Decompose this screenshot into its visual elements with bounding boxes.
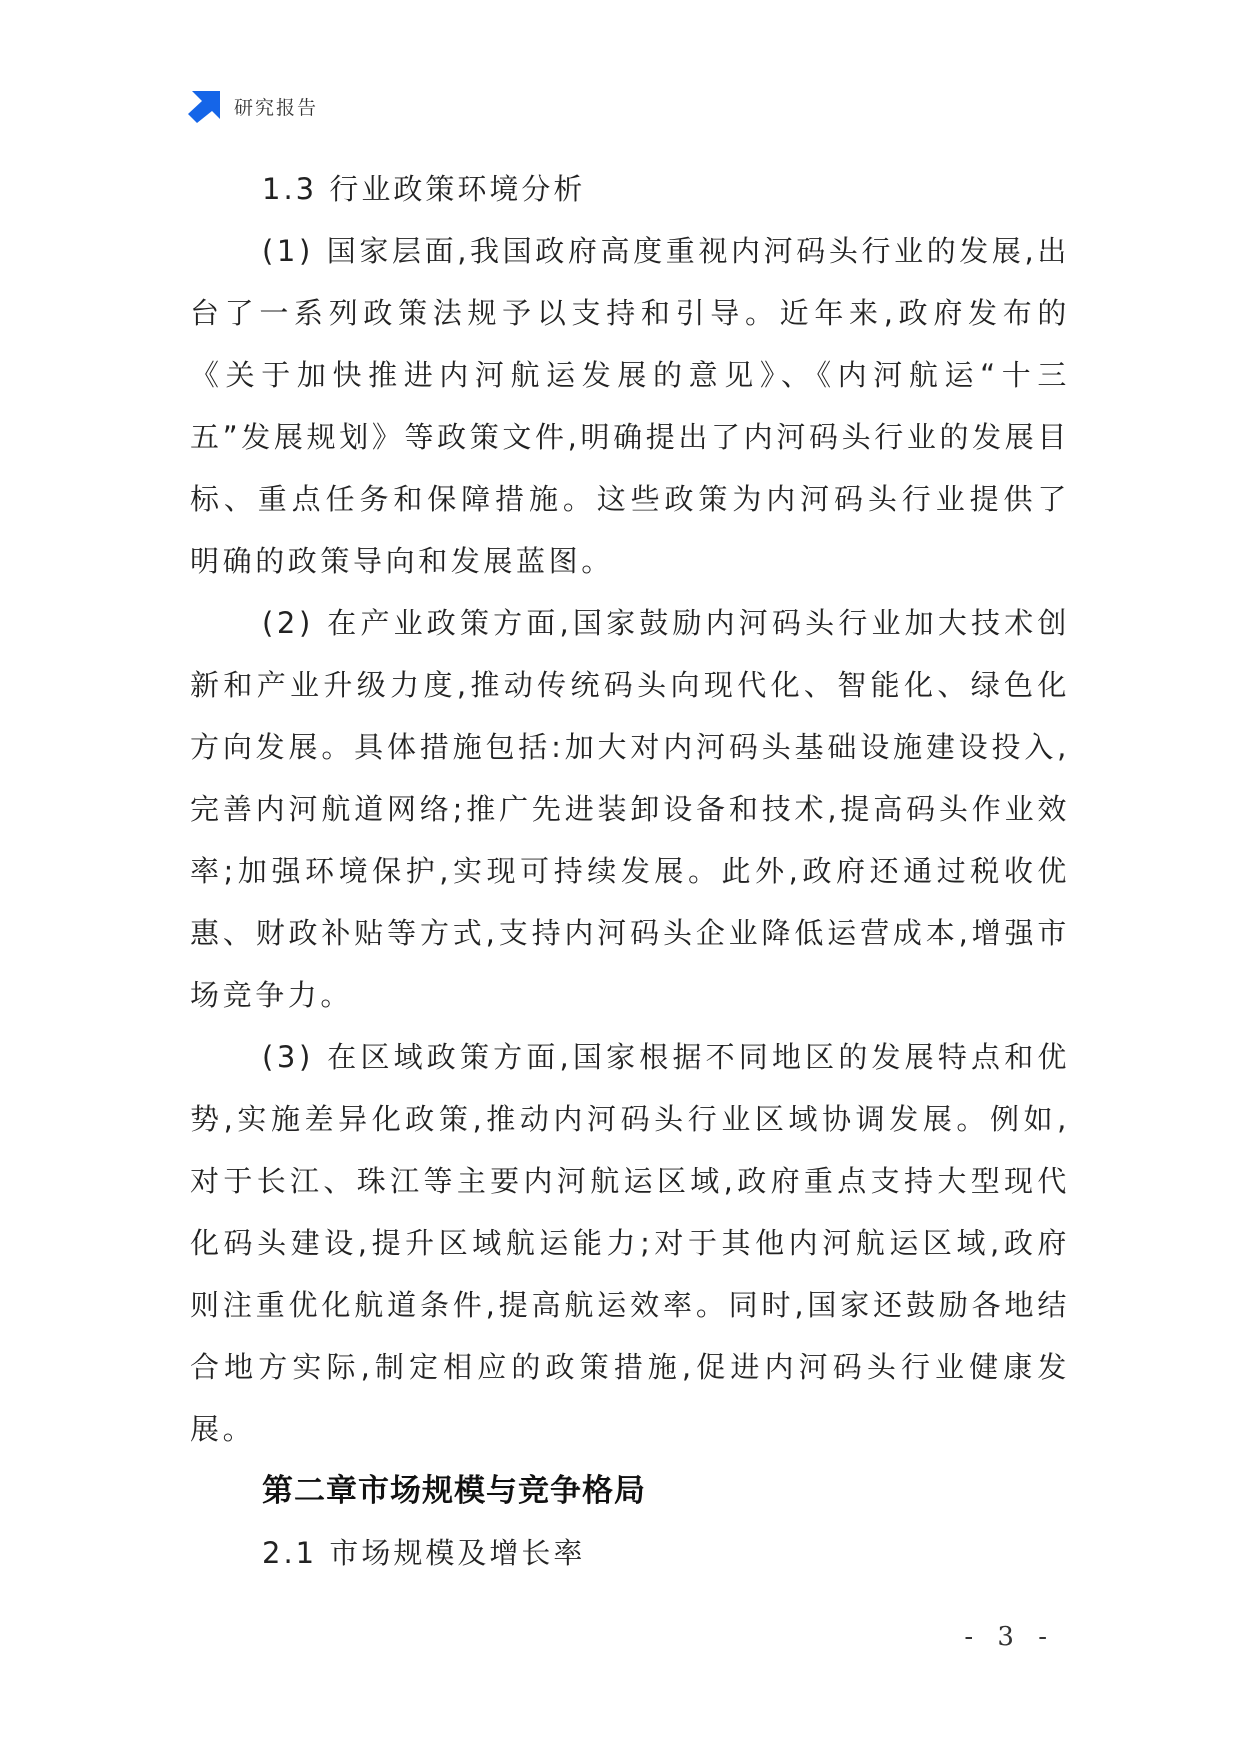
header-title: 研究报告 xyxy=(234,96,319,119)
paragraph-regional-policy: (3) 在区域政策方面,国家根据不同地区的发展特点和优势,实施差异化政策,推动内河码头行业区域协调发展。例如,对于长江、珠江等主要内河航运区域,政府重点支持大型现代化码头建设,提升区域航运能力;对于其他内河航运区域,政府则注重优化航道条件,提高航运效率。同时,国家还鼓励各地结合地方实际,制定相应的政策措施,促进内河码头行业健康发展。 xyxy=(190,1040,1070,1446)
page-header xyxy=(188,88,318,124)
document-body xyxy=(190,158,1070,1584)
section-title-1-3: 1.3 行业政策环境分析 xyxy=(262,172,586,206)
chapter-title: 第二章市场规模与竞争格局 xyxy=(262,1473,646,1509)
arrow-up-right-icon xyxy=(188,89,222,123)
paragraph-industry-policy: (2) 在产业政策方面,国家鼓励内河码头行业加大技术创新和产业升级力度,推动传统码头向现代化、智能化、绿色化方向发展。具体措施包括:加大对内河码头基础设施建设投入,完善内河航道网络;推广先进装卸设备和技术,提高码头作业效率;加强环境保护,实现可持续发展。此外,政府还通过税收优惠、财政补贴等方式,支持内河码头企业降低运营成本,增强市场竞争力。 xyxy=(190,606,1070,1012)
section-title-2-1: 2.1 市场规模及增长率 xyxy=(262,1536,586,1570)
paragraph-national-level: (1) 国家层面,我国政府高度重视内河码头行业的发展,出台了一系列政策法规予以支持和引导。近年来,政府发布的《关于加快推进内河航运发展的意见》、《内河航运“十三五”发展规划》等政策文件,明确提出了内河码头行业的发展目标、重点任务和保障措施。这些政策为内河码头行业提供了明确的政策导向和发展蓝图。 xyxy=(190,234,1070,578)
page-number: - 3 - xyxy=(964,1622,1055,1652)
